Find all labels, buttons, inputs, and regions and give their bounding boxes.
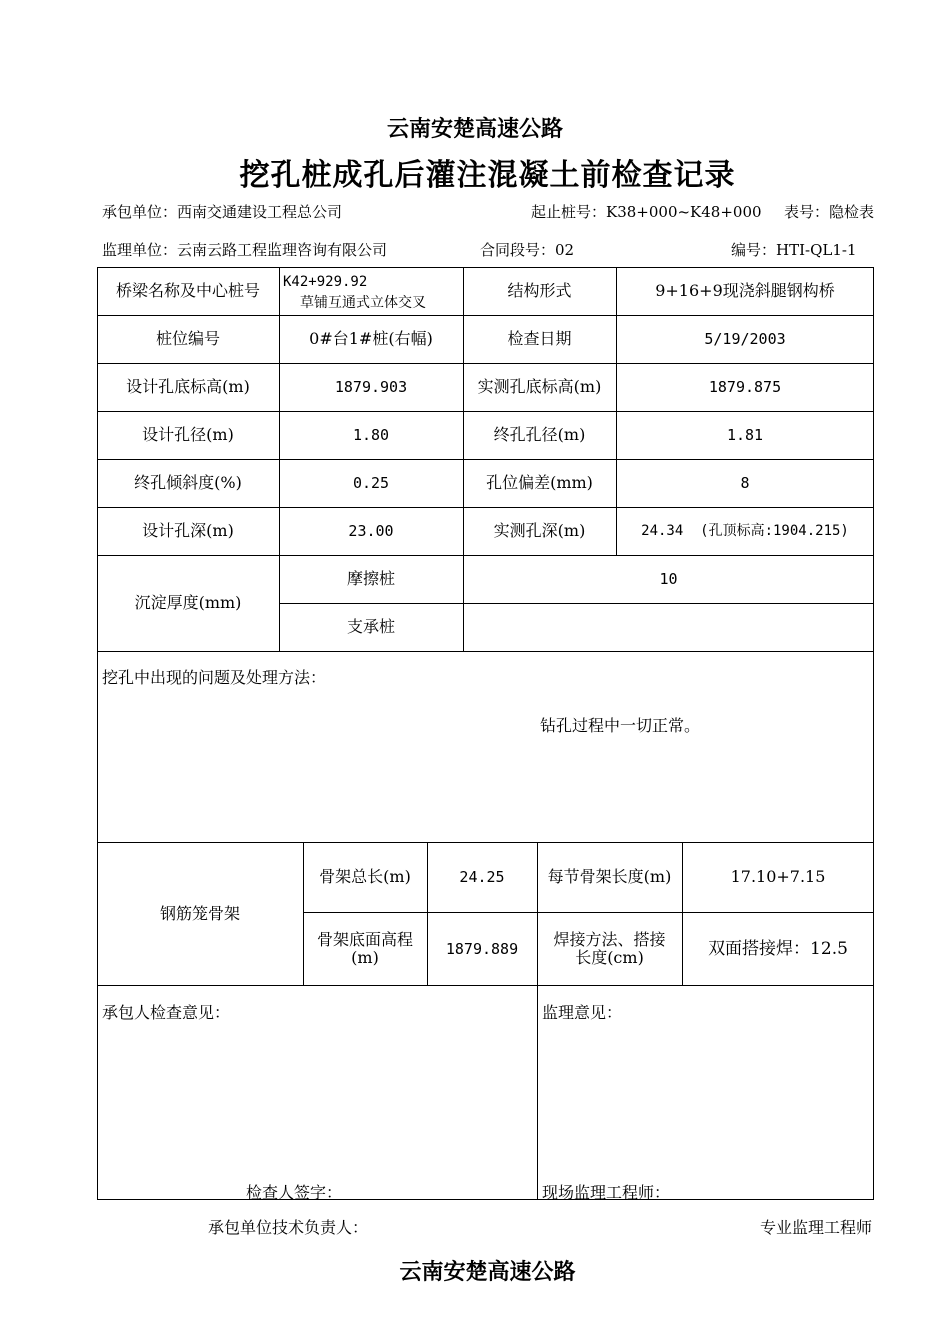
tilt-value: 0.25: [352, 474, 390, 492]
form-number: 表号：隐检表: [784, 203, 874, 221]
weld-value: 双面搭接焊：12.5: [708, 938, 848, 959]
org-title: 云南安楚高速公路: [386, 116, 563, 142]
weld-label-line1: 焊接方法、搭接: [553, 929, 666, 949]
pile-no-label: 桩位编号: [155, 329, 220, 348]
structure-value: 9+16+9现浇斜腿钢构桥: [655, 281, 835, 300]
offset-label: 孔位偏差(mm): [486, 473, 593, 492]
section-length-value: 17.10+7.15: [730, 867, 826, 886]
contract-section: 合同段号：02: [480, 241, 575, 259]
pro-engineer-label: 专业监理工程师: [760, 1218, 873, 1237]
cage-label: 钢筋笼骨架: [159, 903, 240, 923]
bridge-name-label: 桥梁名称及中心桩号: [115, 281, 260, 300]
measured-bottom-value: 1879.875: [708, 378, 782, 396]
cage-total-length-value: 24.25: [459, 868, 505, 886]
problems-value: 钻孔过程中一切正常。: [540, 716, 701, 735]
final-diameter-value: 1.81: [726, 426, 764, 444]
design-bottom-label: 设计孔底标高(m): [126, 377, 250, 396]
grid-line: [97, 985, 874, 986]
cage-bottom-label-line2: (m): [351, 947, 379, 967]
measured-bottom-label: 实测孔底标高(m): [477, 377, 602, 396]
final-diameter-label: 终孔孔径(m): [493, 425, 586, 444]
design-bottom-value: 1879.903: [334, 378, 408, 396]
bearing-pile-value: [463, 603, 874, 651]
tilt-label: 终孔倾斜度(%): [134, 473, 242, 492]
cage-bottom-value: 1879.889: [445, 939, 519, 958]
design-diameter-label: 设计孔径(m): [142, 425, 234, 444]
tech-lead-label: 承包单位技术负责人：: [208, 1218, 369, 1237]
friction-pile-label: 摩擦桩: [346, 569, 395, 588]
serial-number: 编号：HTI-QL1-1: [731, 241, 857, 259]
weld-label-line2: 长度(cm): [575, 947, 644, 967]
problems-label: 挖孔中出现的问题及处理方法：: [102, 668, 327, 687]
measured-depth-value: 24.34 (孔顶标高:1904.215): [641, 523, 849, 539]
pile-no-value: 0#台1#桩(右幅): [309, 329, 433, 348]
cage-total-length-label: 骨架总长(m): [319, 867, 411, 886]
contractor-opinion-label: 承包人检查意见：: [102, 1003, 231, 1022]
check-date-value: 5/19/2003: [704, 330, 786, 348]
section-length-label: 每节骨架长度(m): [547, 867, 672, 886]
supervision-unit: 监理单位：云南云路工程监理咨询有限公司: [102, 241, 388, 259]
grid-line: [537, 985, 538, 1200]
weld-label: [537, 912, 682, 985]
supervisor-opinion-label: 监理意见：: [542, 1003, 623, 1022]
design-depth-label: 设计孔深(m): [142, 521, 234, 540]
cage-bottom-label: [303, 912, 427, 985]
design-depth-value: 23.00: [348, 522, 394, 540]
sediment-label: 沉淀厚度(mm): [134, 593, 242, 612]
site-engineer-label: 现场监理工程师：: [542, 1183, 671, 1202]
cage-bottom-label-line1: 骨架底面高程: [316, 929, 413, 949]
next-page-org-title: 云南安楚高速公路: [399, 1259, 576, 1285]
structure-label: 结构形式: [507, 281, 572, 300]
check-date-label: 检查日期: [507, 329, 572, 348]
contractor-unit: 承包单位：西南交通建设工程总公司: [102, 203, 343, 221]
bridge-center-stake: K42+929.92: [283, 274, 368, 290]
design-diameter-value: 1.80: [352, 426, 390, 444]
grid-line: [97, 651, 874, 652]
measured-depth-label: 实测孔深(m): [493, 521, 586, 540]
page-title: 挖孔桩成孔后灌注混凝土前检查记录: [239, 158, 736, 193]
friction-pile-value: 10: [659, 570, 678, 588]
bearing-pile-label: 支承桩: [346, 617, 395, 636]
inspector-signature-label: 检查人签字：: [246, 1183, 343, 1202]
offset-value: 8: [740, 474, 750, 492]
stake-range: 起止桩号：K38+000~K48+000: [531, 203, 762, 221]
bridge-name-value: 草铺互通式立体交叉: [300, 295, 426, 311]
